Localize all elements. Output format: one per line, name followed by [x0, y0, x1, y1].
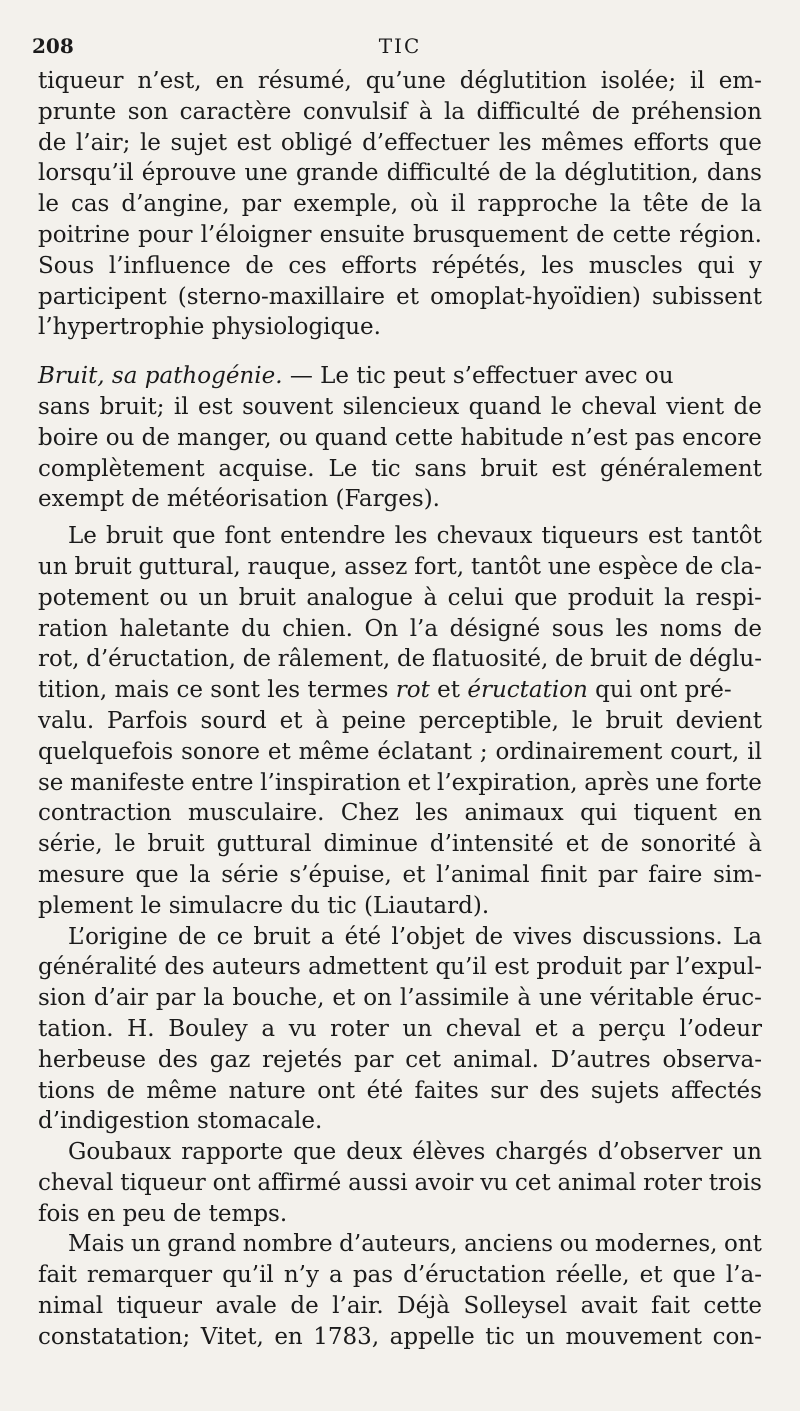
text-line: sion d’air par la bouche, et on l’assimile à une véritable éruc-	[38, 985, 762, 1012]
italic-term: éructation	[467, 677, 588, 704]
text-line: prunte son caractère convulsif à la difficulté de préhension	[38, 98, 762, 125]
text-line: ration haletante du chien. On l’a désigné sous les noms de	[38, 615, 762, 642]
text-line: fait remarquer qu’il n’y a pas d’éructation réelle, et que l’a-	[38, 1262, 762, 1289]
text-line: tiqueur n’est, en résumé, qu’une déglutition isolée; il em-	[38, 68, 762, 94]
text-line: se manifeste entre l’inspiration et l’expiration, après une forte	[38, 769, 762, 796]
text-line: contraction musculaire. Chez les animaux qui tiquent en	[38, 800, 762, 827]
italic-term: rot	[395, 677, 430, 704]
page-number: 208	[32, 34, 74, 58]
paragraph-5	[38, 1137, 762, 1229]
text-line: l’hypertrophie physiologique.	[38, 314, 381, 341]
text-line: plement le simulacre du tic (Liautard).	[38, 892, 490, 919]
text-line: potement ou un bruit analogue à celui que produit la respi-	[38, 584, 762, 611]
page-header	[0, 34, 800, 64]
text-line: de l’air; le sujet est obligé d’effectuer les mêmes efforts que	[38, 129, 762, 156]
text-line: généralité des auteurs admettent qu’il est produit par l’expul-	[38, 954, 762, 981]
page-body	[38, 66, 762, 1353]
text-line: rot, d’éructation, de râlement, de flatuosité, de bruit de déglu-	[38, 646, 762, 673]
text-line: tation. H. Bouley a vu roter un cheval et a perçu l’odeur	[38, 1015, 762, 1042]
paragraph-3	[38, 521, 762, 921]
text-line: Sous l’influence de ces efforts répétés, les muscles qui y	[38, 252, 762, 279]
text-run: qui ont pré-	[587, 677, 732, 704]
text-line: L’origine de ce bruit a été l’objet de vives discussions. La	[68, 923, 762, 950]
text-line: exempt de météorisation (Farges).	[38, 486, 440, 513]
running-title: TIC	[378, 34, 422, 58]
paragraph-2	[38, 361, 762, 515]
text-line: mesure que la série s’épuise, et l’animal finit par faire sim-	[38, 861, 762, 888]
paragraph-6	[38, 1229, 762, 1352]
text-line: sans bruit; il est souvent silencieux quand le cheval vient de	[38, 393, 762, 420]
text-line: valu. Parfois sourd et à peine perceptible, le bruit devient	[38, 707, 762, 734]
text-line: Goubaux rapporte que deux élèves chargés d’observer un	[68, 1139, 762, 1166]
text-line: série, le bruit guttural diminue d’intensité et de sonorité à	[38, 831, 762, 858]
paragraph-1	[38, 66, 762, 343]
text-line	[38, 361, 762, 392]
text-line: le cas d’angine, par exemple, où il rapproche la tête de la	[38, 191, 762, 218]
text-line: herbeuse des gaz rejetés par cet animal. D’autres observa-	[38, 1046, 762, 1073]
text-line: nimal tiqueur avale de l’air. Déjà Solleysel avait fait cette	[38, 1293, 762, 1320]
text-line: poitrine pour l’éloigner ensuite brusquement de cette région.	[38, 221, 762, 248]
section-heading: Bruit, sa pathogénie.	[38, 363, 283, 390]
text-run: tition, mais ce sont les termes	[38, 677, 396, 704]
text-line: d’indigestion stomacale.	[38, 1108, 323, 1135]
text-line: Le bruit que font entendre les chevaux tiqueurs est tantôt	[68, 523, 762, 550]
text-line: quelquefois sonore et même éclatant ; ordinairement court, il	[38, 738, 762, 765]
text-line: complètement acquise. Le tic sans bruit est généralement	[38, 455, 762, 482]
text-run: et	[429, 677, 468, 704]
text-line: lorsqu’il éprouve une grande difficulté de la déglutition, dans	[38, 160, 762, 187]
text-line: un bruit guttural, rauque, assez fort, tantôt une espèce de cla-	[38, 553, 762, 580]
text-line: Mais un grand nombre d’auteurs, anciens ou modernes, ont	[68, 1231, 762, 1258]
text-run: — Le tic peut s’effectuer avec ou	[282, 363, 674, 390]
text-line	[38, 675, 762, 706]
text-line: boire ou de manger, ou quand cette habitude n’est pas encore	[38, 424, 762, 451]
text-line: constatation; Vitet, en 1783, appelle tic un mouvement con-	[38, 1323, 762, 1350]
text-line: fois en peu de temps.	[38, 1200, 288, 1227]
text-line: participent (sterno-maxillaire et omoplat-hyoïdien) subissent	[38, 283, 762, 310]
text-line: cheval tiqueur ont affirmé aussi avoir vu cet animal roter trois	[38, 1169, 762, 1196]
paragraph-4	[38, 922, 762, 1138]
text-line: tions de même nature ont été faites sur des sujets affectés	[38, 1077, 762, 1104]
